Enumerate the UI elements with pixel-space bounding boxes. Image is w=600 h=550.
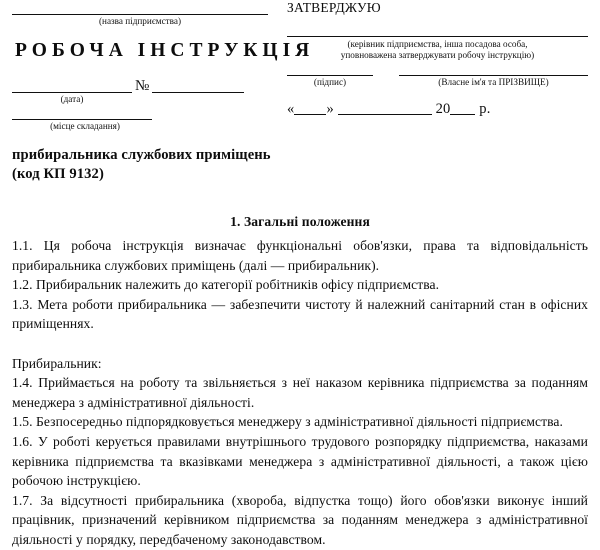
approver-caption-line2: уповноважена затверджувати робочу інструкцію)	[340, 50, 535, 60]
paragraph-1-5: 1.5. Безпосередньо підпорядковується менеджеру з адміністративної діяльності підприємства.	[12, 414, 563, 430]
number-symbol: №	[135, 78, 150, 94]
paragraph-1-3: 1.3. Мета роботи прибиральника — забезпечити чистоту й належний санітарний стан в офісних приміщеннях.	[12, 296, 588, 332]
paragraph-1-2: 1.2. Прибиральник належить до категорії робітників офісу підприємства.	[12, 277, 440, 293]
date-number-row	[12, 77, 274, 93]
paragraph-intro-duties: Прибиральник:	[12, 355, 102, 371]
signature-caption-row	[287, 77, 588, 88]
place-caption: (місце складання)	[50, 121, 120, 131]
paragraph-spacer	[12, 334, 588, 354]
year-suffix: р.	[479, 101, 491, 117]
quote-close: »	[326, 101, 334, 117]
approver-blank-line[interactable]	[287, 36, 588, 37]
document-number-blank-line[interactable]	[152, 92, 244, 93]
signature-row	[287, 75, 588, 76]
signature-caption: (підпис)	[313, 77, 347, 87]
approval-date-row	[287, 100, 588, 118]
year-prefix: 20	[435, 101, 451, 117]
month-blank-line[interactable]	[338, 102, 432, 115]
paragraph-1-4: 1.4. Приймається на роботу та звільняється з неї наказом керівника підприємства за поданням менеджера з адміністративної діяльності.	[12, 375, 588, 410]
company-name-blank-line[interactable]	[12, 14, 268, 15]
approver-caption-line1: (керівник підприємства, інша посадова особа,	[347, 39, 528, 49]
fullname-caption: (Власне ім'я та ПРІЗВИЩЕ)	[438, 77, 549, 87]
document-title: РОБОЧА ІНСТРУКЦІЯ	[15, 40, 315, 61]
paragraph-1-6: 1.6. У роботі керується правилами внутрішнього трудового розпорядку підприємства, наказами керівника підприємства та вказівками менеджера з адміністративної діяльності, а також цією робочою інструкцією.	[12, 433, 588, 489]
paragraph-1-1: 1.1. Ця робоча інструкція визначає функціональні обов'язки, права та відповідальність прибиральника службових приміщень (далі — прибиральник).	[12, 238, 588, 273]
caption-spacer	[373, 77, 399, 88]
header-left-column	[12, 0, 315, 132]
paragraph-1-7: 1.7. За відсутності прибиральника (хвороба, відпустка тощо) його обов'язки виконує інший працівник, призначений керівником підприємства за поданням менеджера з адміністративної діяльності у порядку, передбаченому законодавством.	[12, 492, 588, 547]
position-title	[12, 146, 271, 183]
date-blank-line[interactable]	[12, 92, 132, 93]
day-blank-line[interactable]	[294, 102, 326, 115]
signature-blank-line[interactable]	[287, 75, 373, 76]
place-blank-line[interactable]	[12, 119, 152, 120]
fullname-blank-line[interactable]	[399, 75, 588, 76]
position-title-line1: прибиральника службових приміщень	[12, 147, 271, 163]
position-title-line2: (код КП 9132)	[12, 165, 104, 182]
header-right-column	[287, 0, 588, 118]
year-blank-line[interactable]	[450, 102, 475, 115]
section-heading: 1. Загальні положення	[230, 214, 370, 229]
company-name-caption: (назва підприємства)	[98, 16, 182, 26]
approval-word: ЗАТВЕРДЖУЮ	[287, 0, 381, 15]
quote-open: «	[287, 101, 295, 117]
date-caption: (дата)	[60, 94, 84, 104]
document-body	[12, 236, 588, 550]
